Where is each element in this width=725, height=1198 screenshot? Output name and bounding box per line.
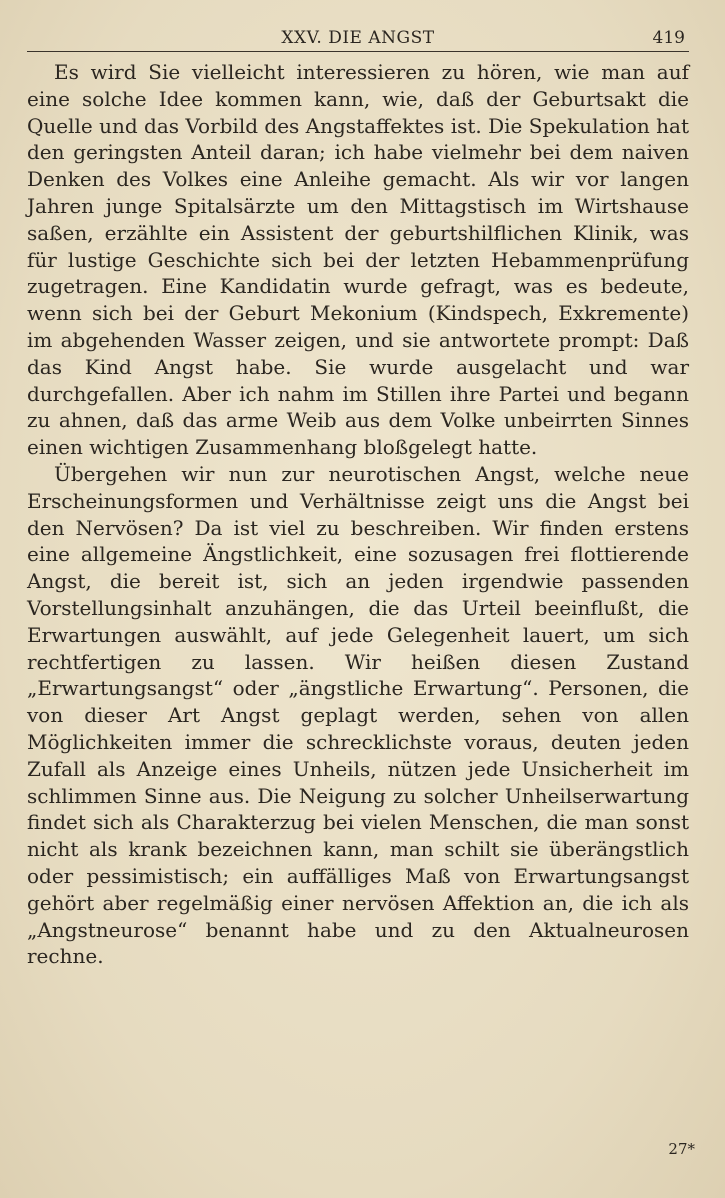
paragraph-1: Es wird Sie vielleicht interessieren zu hören, wie man auf eine solche Idee kommen kann, wie, daß der Geburtsakt die Quelle und das Vorbild des Angstaffektes ist. Die Spekulation hat den geringsten Anteil daran; ich habe vielmehr bei dem naiven Denken des Volkes eine Anleihe gemacht. Als wir vor langen Jahren junge Spitalsärzte um den Mittagstisch im Wirtshause saßen, erzählte ein Assistent der geburtshilflichen Klinik, was für lustige Geschichte sich bei der letzten Hebammenprüfung zugetragen. Eine Kandidatin wurde gefragt, was es bedeute, wenn sich bei der Geburt Mekonium (Kindspech, Exkremente) im abgehenden Wasser zeigen, und sie antwortete prompt: Daß das Kind Angst habe. Sie wurde ausgelacht und war durchgefallen. Aber ich nahm im Stillen ihre Partei und begann zu ahnen, daß das arme Weib aus dem Volke unbeirrten Sinnes einen wichtigen Zusammenhang bloßgelegt hatte. bbox=[27, 60, 689, 460]
body-text bbox=[27, 52, 689, 970]
page-number: 419 bbox=[652, 28, 685, 48]
paragraph-2: Übergehen wir nun zur neurotischen Angst, welche neue Erscheinungsformen und Verhältnisse zeigt uns die Angst bei den Nervösen? Da ist viel zu beschreiben. Wir finden erstens eine allgemeine Ängstlichkeit, eine sozusagen frei flottierende Angst, die bereit ist, sich an jeden irgendwie passenden Vorstellungsinhalt anzuhängen, die das Urteil beeinflußt, die Erwartungen auswählt, auf jede Gelegenheit lauert, um sich rechtfertigen zu lassen. Wir heißen diesen Zustand „Erwartungsangst“ oder „ängstliche Erwartung“. Personen, die von dieser Art Angst geplagt werden, sehen von allen Möglichkeiten immer die schrecklichste voraus, deuten jeden Zufall als Anzeige eines Unheils, nützen jede Unsicherheit im schlimmen Sinne aus. Die Neigung zu solcher Unheilserwartung findet sich als Charakterzug bei vielen Menschen, die man sonst nicht als krank bezeichnen kann, man schilt sie überängstlich oder pessimistisch; ein auffälliges Maß von Erwartungsangst gehört aber regelmäßig einer nervösen Affektion an, die ich als „Angstneurose“ benannt habe und zu den Aktualneurosen rechne. bbox=[27, 461, 689, 969]
page-header bbox=[27, 0, 689, 52]
running-title: XXV. DIE ANGST bbox=[281, 28, 435, 48]
header-rule bbox=[27, 51, 689, 52]
signature-mark: 27* bbox=[668, 1140, 695, 1158]
